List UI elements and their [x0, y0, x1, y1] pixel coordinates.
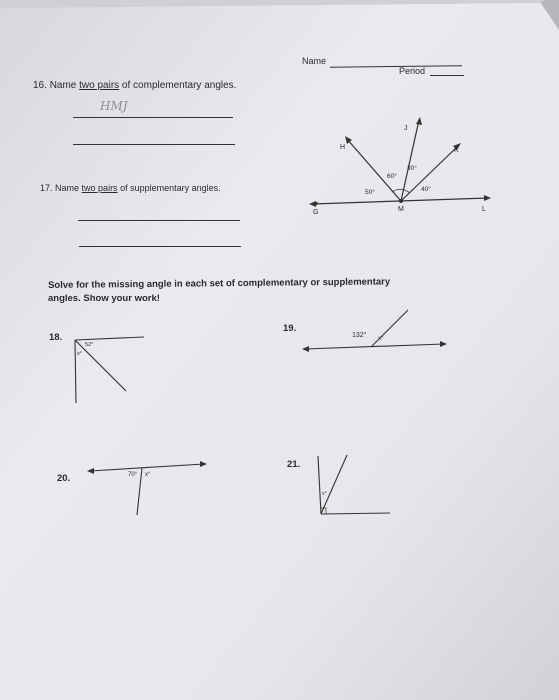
- question-17-number: 17.: [40, 183, 53, 193]
- problem-18-unknown: x°: [77, 351, 82, 357]
- question-16-text-start: Name: [49, 80, 80, 91]
- angle-30: 30°: [407, 165, 417, 172]
- angle-60: 60°: [387, 173, 397, 180]
- question-16-number: 16.: [33, 80, 47, 91]
- label-k: K: [454, 147, 459, 154]
- problem-18-given: 52°: [85, 342, 94, 348]
- instructions-line-2: angles. Show your work!: [48, 293, 160, 304]
- handwritten-answer: HMJ: [100, 99, 128, 113]
- period-label: Period: [399, 66, 426, 76]
- label-m: M: [398, 206, 404, 213]
- problem-20-given: 70°: [128, 472, 138, 478]
- problem-21-number: 21.: [287, 459, 301, 470]
- question-16-underlined: two pairs: [79, 80, 120, 91]
- label-j: J: [404, 125, 408, 132]
- question-17-underlined: two pairs: [81, 183, 118, 193]
- label-g: G: [313, 209, 319, 216]
- problem-20-unknown: x°: [145, 472, 151, 478]
- label-h: H: [340, 144, 346, 151]
- question-17-text-start: Name: [55, 183, 82, 193]
- label-l: L: [482, 206, 486, 213]
- name-label: Name: [302, 56, 327, 66]
- problem-21-unknown: x°: [322, 491, 327, 497]
- angle-50: 50°: [365, 189, 375, 196]
- problem-19-unknown: x°: [378, 336, 384, 342]
- problem-19-given: 132°: [352, 332, 367, 339]
- problem-20-number: 20.: [57, 473, 71, 484]
- instructions-line-1: Solve for the missing angle in each set of complementary or supplementary: [48, 276, 391, 291]
- problem-18-number: 18.: [49, 332, 63, 343]
- question-17-text-end: of supplementary angles.: [117, 183, 221, 193]
- problem-19-number: 19.: [283, 323, 297, 334]
- question-16-text-end: of complementary angles.: [119, 80, 237, 91]
- angle-40: 40°: [421, 186, 431, 193]
